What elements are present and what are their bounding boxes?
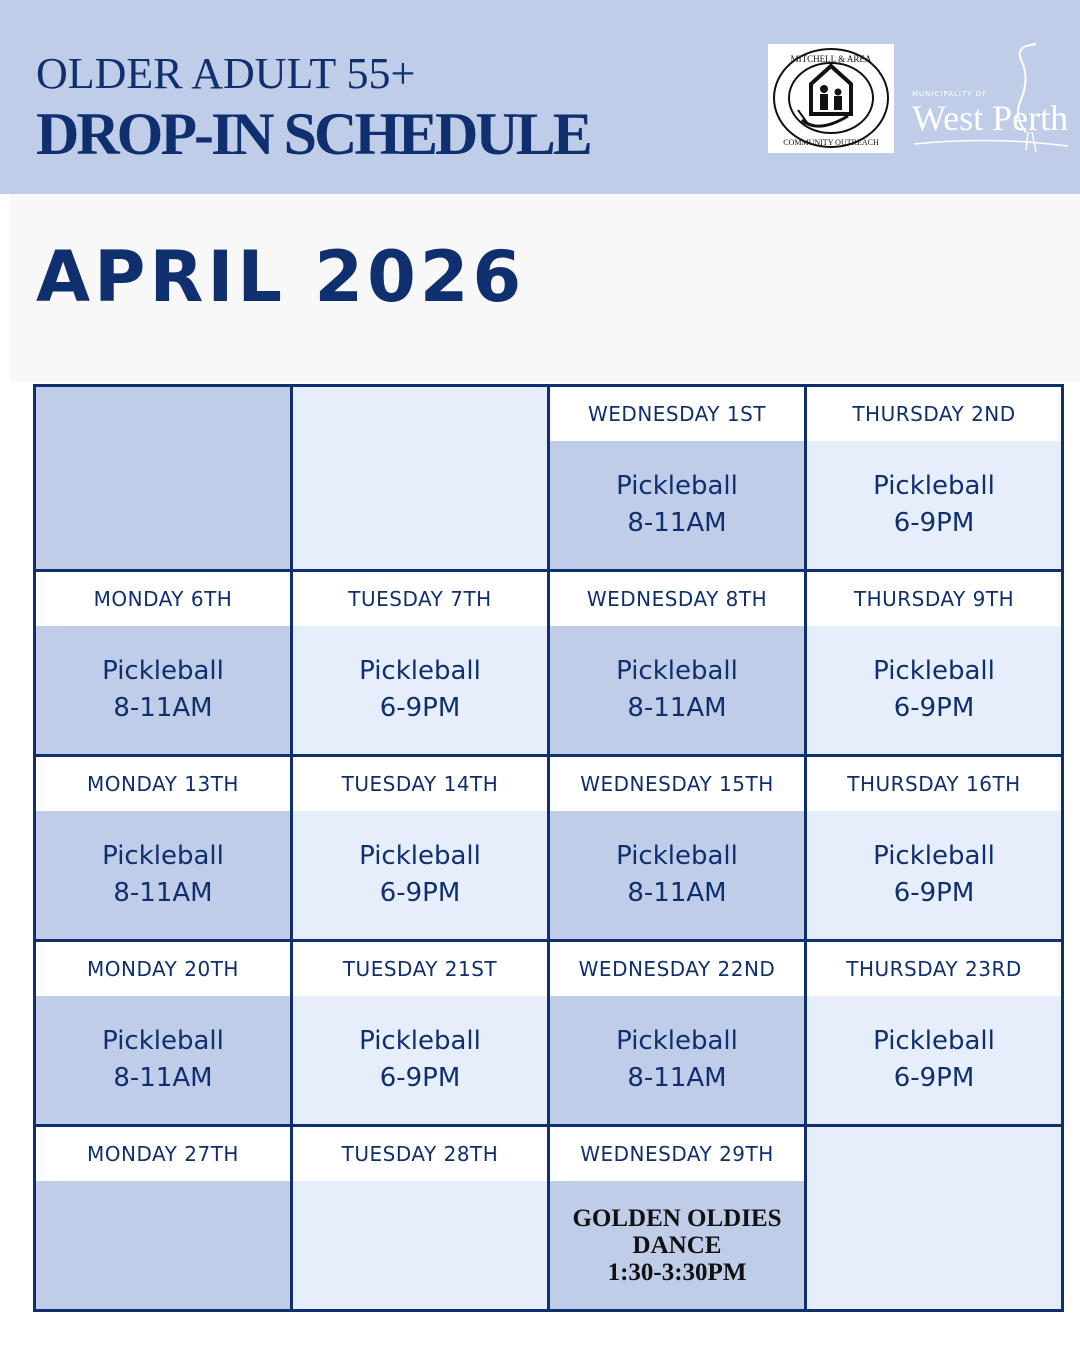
day-cell: [550, 942, 804, 1124]
event-text: [550, 811, 804, 939]
day-cell: [807, 942, 1061, 1124]
event-line: 8-11AM: [627, 508, 727, 538]
day-cell: [550, 757, 804, 939]
header-title: DROP-IN SCHEDULE: [36, 101, 590, 167]
event-text: [550, 996, 804, 1124]
event-line: 8-11AM: [113, 878, 213, 908]
event-line: 8-11AM: [113, 1063, 213, 1093]
event-line: 8-11AM: [627, 1063, 727, 1093]
day-label: WEDNESDAY 1ST: [550, 387, 804, 441]
event-text: [807, 441, 1061, 569]
event-line: 8-11AM: [627, 878, 727, 908]
event-line: 6-9PM: [379, 693, 461, 723]
empty-cell: [293, 387, 547, 569]
event-text: [807, 1127, 1061, 1309]
event-text: [550, 1181, 804, 1309]
event-line: DANCE: [632, 1231, 722, 1259]
svg-text:MITCHELL & AREA: MITCHELL & AREA: [790, 54, 872, 64]
event-text: [36, 1181, 290, 1309]
day-cell: [293, 1127, 547, 1309]
event-line: 6-9PM: [893, 693, 975, 723]
event-text: [293, 1181, 547, 1309]
event-line: 1:30-3:30PM: [607, 1258, 747, 1286]
day-label: WEDNESDAY 8TH: [550, 572, 804, 626]
event-line: 6-9PM: [379, 878, 461, 908]
day-label: THURSDAY 23RD: [807, 942, 1061, 996]
event-line: 8-11AM: [113, 693, 213, 723]
west-perth-logo: [908, 40, 1074, 158]
event-line: Pickleball: [616, 841, 738, 871]
day-label: TUESDAY 7TH: [293, 572, 547, 626]
day-label: MONDAY 13TH: [36, 757, 290, 811]
day-label: TUESDAY 14TH: [293, 757, 547, 811]
event-line: Pickleball: [616, 656, 738, 686]
day-label: MONDAY 6TH: [36, 572, 290, 626]
day-cell: [293, 757, 547, 939]
day-label: TUESDAY 28TH: [293, 1127, 547, 1181]
calendar-grid: [33, 384, 1064, 1312]
day-cell: [36, 757, 290, 939]
event-line: Pickleball: [616, 471, 738, 501]
day-cell: [807, 572, 1061, 754]
event-text: [36, 811, 290, 939]
event-line: GOLDEN OLDIES: [572, 1204, 782, 1232]
day-cell: [36, 942, 290, 1124]
event-text: [36, 996, 290, 1124]
event-line: Pickleball: [873, 471, 995, 501]
day-cell: [550, 572, 804, 754]
day-label: WEDNESDAY 15TH: [550, 757, 804, 811]
event-text: [550, 626, 804, 754]
mcao-logo-icon: [768, 44, 894, 153]
event-line: Pickleball: [102, 841, 224, 871]
event-line: Pickleball: [873, 841, 995, 871]
day-cell: [36, 572, 290, 754]
event-line: Pickleball: [616, 1026, 738, 1056]
event-line: Pickleball: [102, 1026, 224, 1056]
event-line: 6-9PM: [379, 1063, 461, 1093]
event-line: Pickleball: [359, 656, 481, 686]
heron-icon: [908, 40, 1074, 158]
empty-cell: [36, 387, 290, 569]
svg-text:MUNICIPALITY OF: MUNICIPALITY OF: [912, 90, 988, 98]
day-label: THURSDAY 9TH: [807, 572, 1061, 626]
day-cell: [293, 572, 547, 754]
event-line: 8-11AM: [627, 693, 727, 723]
mcao-logo: [768, 44, 894, 153]
day-label: WEDNESDAY 29TH: [550, 1127, 804, 1181]
event-text: [36, 387, 290, 569]
day-cell: [293, 942, 547, 1124]
day-label: MONDAY 27TH: [36, 1127, 290, 1181]
header-subtitle: OLDER ADULT 55+: [36, 49, 416, 98]
event-text: [550, 441, 804, 569]
day-label: THURSDAY 16TH: [807, 757, 1061, 811]
event-line: Pickleball: [359, 1026, 481, 1056]
day-cell: [550, 1127, 804, 1309]
day-cell: [807, 387, 1061, 569]
event-text: [36, 626, 290, 754]
day-label: TUESDAY 21ST: [293, 942, 547, 996]
month-title: APRIL 2026: [36, 236, 526, 318]
event-text: [293, 626, 547, 754]
event-text: [807, 811, 1061, 939]
event-line: 6-9PM: [893, 878, 975, 908]
day-cell: [550, 387, 804, 569]
day-cell: [807, 757, 1061, 939]
event-text: [293, 387, 547, 569]
event-line: Pickleball: [873, 1026, 995, 1056]
svg-text:West Perth: West Perth: [912, 98, 1069, 138]
event-line: 6-9PM: [893, 1063, 975, 1093]
empty-cell: [807, 1127, 1061, 1309]
svg-text:COMMUNITY OUTREACH: COMMUNITY OUTREACH: [783, 138, 879, 147]
day-label: WEDNESDAY 22ND: [550, 942, 804, 996]
day-label: MONDAY 20TH: [36, 942, 290, 996]
event-line: Pickleball: [102, 656, 224, 686]
event-line: Pickleball: [359, 841, 481, 871]
event-text: [293, 996, 547, 1124]
event-line: 6-9PM: [893, 508, 975, 538]
event-line: Pickleball: [873, 656, 995, 686]
event-text: [807, 626, 1061, 754]
day-cell: [36, 1127, 290, 1309]
event-text: [293, 811, 547, 939]
event-text: [807, 996, 1061, 1124]
day-label: THURSDAY 2ND: [807, 387, 1061, 441]
